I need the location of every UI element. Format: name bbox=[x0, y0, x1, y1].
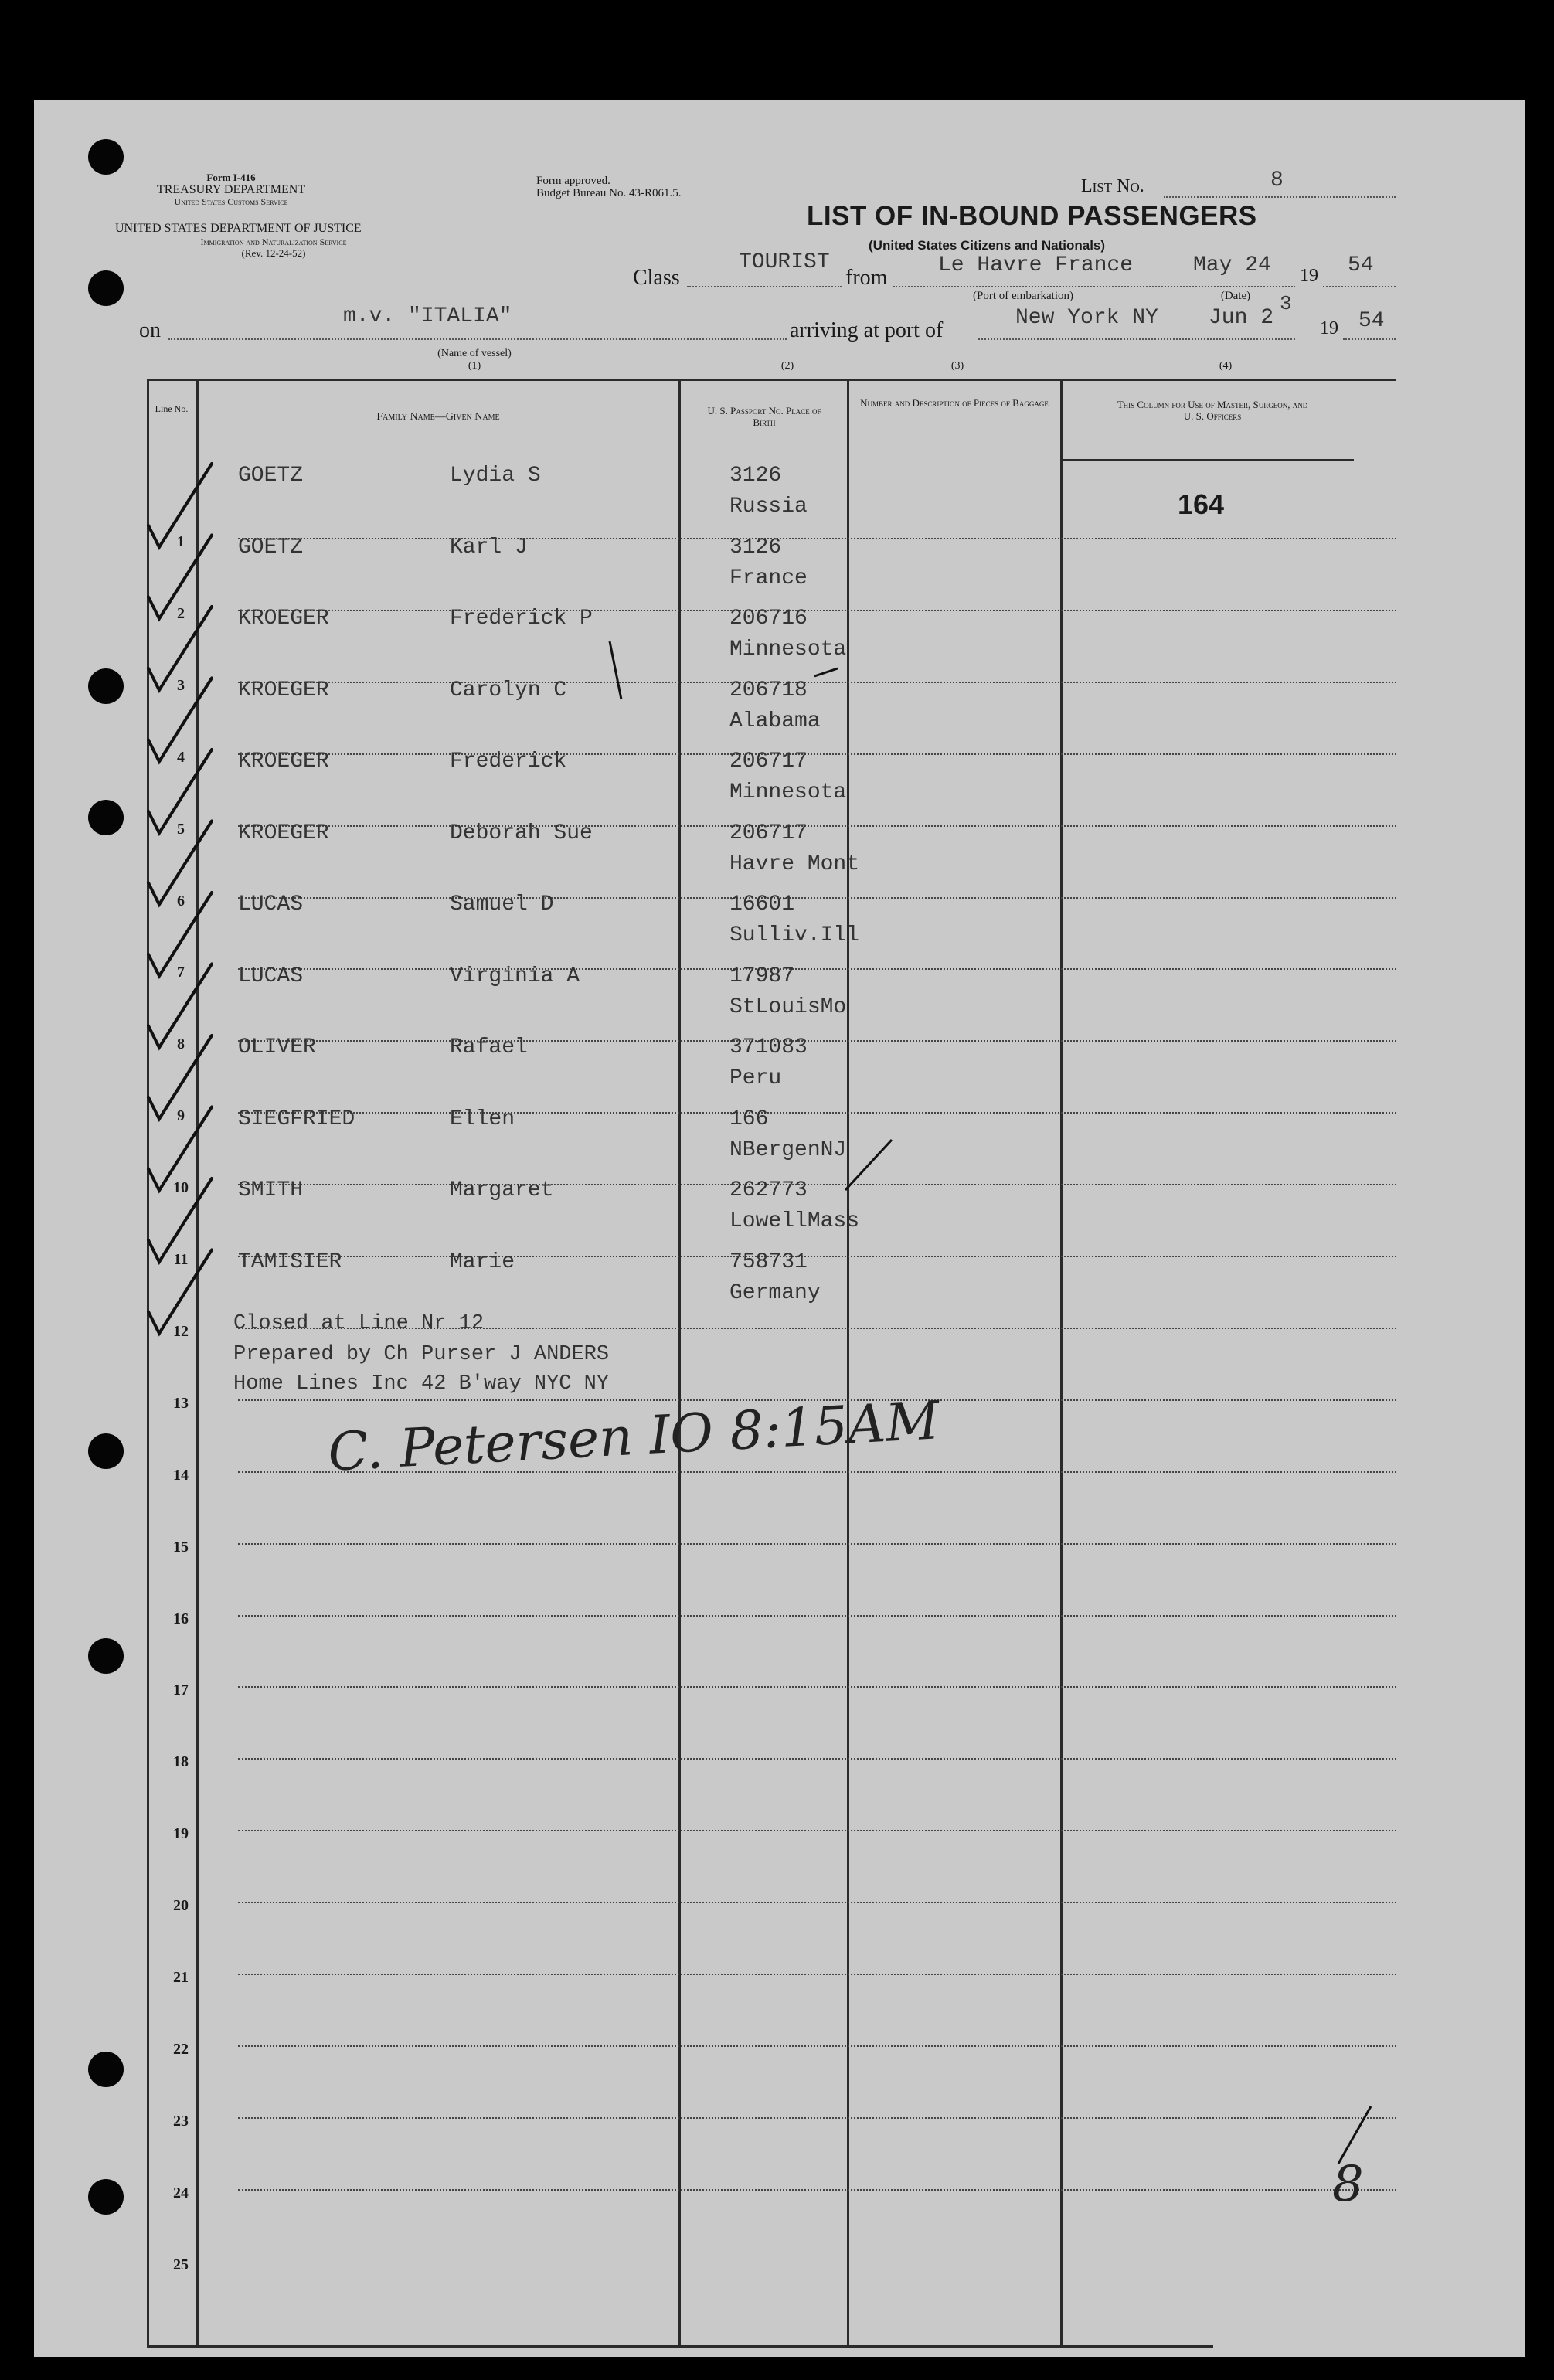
date-caption: (Date) bbox=[1220, 290, 1251, 302]
list-number-label: List No. bbox=[1081, 176, 1144, 196]
treasury-department: TREASURY DEPARTMENT bbox=[156, 183, 306, 196]
passenger-birthplace: LowellMass bbox=[729, 1209, 860, 1233]
passenger-birthplace: StLouisMo bbox=[729, 994, 847, 1019]
passenger-given-name: Frederick P bbox=[450, 607, 593, 631]
header-passport: U. S. Passport No. Place of Birth bbox=[707, 405, 821, 428]
vessel-name: m.v. "ITALIA" bbox=[343, 304, 512, 328]
correction-stroke bbox=[845, 1140, 892, 1190]
embarkation-port: Le Havre France bbox=[938, 253, 1134, 277]
passenger-passport-no: 371083 bbox=[729, 1035, 808, 1059]
line-number: 19 bbox=[173, 1825, 189, 1843]
page-subtitle: (United States Citizens and Nationals) bbox=[869, 238, 1106, 253]
passenger-passport-no: 758731 bbox=[729, 1250, 808, 1274]
passenger-family-name: KROEGER bbox=[238, 750, 329, 774]
line-number: 10 bbox=[173, 1179, 189, 1197]
passenger-passport-no: 3126 bbox=[729, 535, 782, 559]
arriving-label: arriving at port of bbox=[790, 318, 944, 342]
closing-line-1: Closed at Line Nr 12 bbox=[233, 1312, 485, 1335]
port-caption: (Port of embarkation) bbox=[973, 290, 1073, 302]
correction-stroke bbox=[610, 641, 621, 699]
closing-line-2: Prepared by Ch Purser J ANDERS bbox=[233, 1343, 610, 1366]
line-number: 17 bbox=[173, 1681, 189, 1699]
line-number: 18 bbox=[173, 1753, 189, 1771]
embarkation-year: 54 bbox=[1348, 253, 1374, 277]
passenger-given-name: Frederick bbox=[450, 750, 567, 774]
correction-stroke bbox=[814, 668, 838, 676]
passenger-passport-no: 3126 bbox=[729, 464, 782, 488]
passenger-given-name: Lydia S bbox=[450, 464, 541, 488]
class-value: TOURIST bbox=[739, 250, 830, 274]
passenger-family-name: LUCAS bbox=[238, 964, 304, 988]
line-number: 13 bbox=[173, 1394, 189, 1412]
passenger-given-name: Marie bbox=[450, 1250, 515, 1274]
line-number: 20 bbox=[173, 1897, 189, 1915]
class-label: Class bbox=[633, 266, 680, 290]
passenger-passport-no: 206717 bbox=[729, 750, 808, 774]
passenger-family-name: KROEGER bbox=[238, 821, 329, 845]
passenger-family-name: OLIVER bbox=[238, 1035, 316, 1059]
customs-service: United States Customs Service bbox=[174, 196, 288, 207]
passenger-family-name: TAMISIER bbox=[238, 1250, 342, 1274]
arrival-port: New York NY bbox=[1015, 306, 1158, 330]
passenger-passport-no: 206718 bbox=[729, 678, 808, 702]
arrival-year: 54 bbox=[1358, 309, 1385, 333]
embark-year-prefix: 19 bbox=[1300, 266, 1318, 286]
caption-2: (2) bbox=[780, 360, 794, 372]
passenger-birthplace: Sulliv.Ill bbox=[729, 923, 860, 947]
line-number: 11 bbox=[173, 1251, 189, 1268]
passenger-family-name: LUCAS bbox=[238, 892, 304, 916]
passenger-family-name: KROEGER bbox=[238, 607, 329, 631]
line-number: 9 bbox=[177, 1107, 185, 1125]
margin-mark: 8 bbox=[1332, 2156, 1364, 2213]
line-number: 23 bbox=[173, 2112, 189, 2130]
passenger-passport-no: 16601 bbox=[729, 892, 795, 916]
embarkation-date: May 24 bbox=[1193, 253, 1271, 277]
passenger-family-name: GOETZ bbox=[238, 464, 304, 488]
passenger-passport-no: 166 bbox=[729, 1107, 769, 1131]
checkmarks-overlay bbox=[34, 100, 1525, 2357]
line-number: 1 bbox=[177, 533, 185, 550]
passenger-given-name: Carolyn C bbox=[450, 678, 567, 702]
immigration-service: Immigration and Naturalization Service bbox=[200, 236, 347, 247]
passenger-birthplace: Minnesota bbox=[729, 780, 847, 804]
passenger-given-name: Margaret bbox=[450, 1178, 554, 1202]
passenger-passport-no: 206716 bbox=[729, 607, 808, 631]
line-number: 8 bbox=[177, 1035, 185, 1053]
header-officers: This Column for Use of Master, Surgeon, and U. S. Officers bbox=[1117, 399, 1308, 422]
passenger-birthplace: Russia bbox=[729, 495, 808, 518]
passenger-given-name: Ellen bbox=[450, 1107, 515, 1131]
line-number: 3 bbox=[177, 676, 185, 694]
line-number: 15 bbox=[173, 1538, 189, 1556]
checkmark bbox=[148, 464, 212, 547]
line-number: 5 bbox=[177, 820, 185, 838]
passenger-given-name: Karl J bbox=[450, 535, 528, 559]
passenger-given-name: Deborah Sue bbox=[450, 821, 593, 845]
passenger-family-name: KROEGER bbox=[238, 678, 329, 702]
line-number: 21 bbox=[173, 1969, 189, 1986]
header-name: Family Name—Given Name bbox=[376, 411, 500, 423]
passenger-birthplace: Peru bbox=[729, 1066, 782, 1090]
passenger-family-name: SIEGFRIED bbox=[238, 1107, 355, 1131]
justice-department: UNITED STATES DEPARTMENT OF JUSTICE bbox=[115, 222, 362, 235]
margin-stroke bbox=[1338, 2106, 1371, 2164]
passenger-given-name: Virginia A bbox=[450, 964, 580, 988]
manifest-sheet bbox=[34, 100, 1525, 2357]
closing-line-3: Home Lines Inc 42 B'way NYC NY bbox=[233, 1372, 610, 1396]
officer-count: 164 bbox=[1178, 488, 1225, 520]
passenger-family-name: GOETZ bbox=[238, 535, 304, 559]
line-number: 7 bbox=[177, 964, 185, 981]
line-number: 6 bbox=[177, 892, 185, 910]
passenger-given-name: Samuel D bbox=[450, 892, 554, 916]
on-label: on bbox=[139, 318, 161, 342]
passenger-birthplace: France bbox=[729, 566, 808, 590]
page-title: LIST OF IN-BOUND PASSENGERS bbox=[807, 201, 1257, 231]
line-number: 14 bbox=[173, 1466, 189, 1484]
list-number-value: 8 bbox=[1270, 168, 1284, 192]
caption-4: (4) bbox=[1219, 360, 1233, 372]
passenger-family-name: SMITH bbox=[238, 1178, 304, 1202]
line-number: 22 bbox=[173, 2040, 189, 2058]
from-label: from bbox=[845, 266, 888, 290]
vessel-caption: (Name of vessel) bbox=[437, 348, 512, 359]
inspector-signature: C. Petersen IO 8:15AM bbox=[326, 1390, 941, 1484]
line-number: 2 bbox=[177, 604, 185, 622]
passenger-passport-no: 262773 bbox=[729, 1178, 808, 1202]
line-number: 25 bbox=[173, 2256, 189, 2273]
passenger-birthplace: NBergenNJ bbox=[729, 1137, 847, 1162]
form-approved: Form approved. bbox=[536, 175, 610, 187]
line-number: 4 bbox=[177, 748, 185, 766]
passenger-passport-no: 17987 bbox=[729, 964, 795, 988]
header-baggage: Number and Description of Pieces of Baggage bbox=[860, 397, 1049, 409]
passenger-birthplace: Alabama bbox=[729, 709, 821, 733]
line-number: 16 bbox=[173, 1610, 189, 1627]
revision-date: (Rev. 12-24-52) bbox=[241, 247, 306, 259]
passenger-birthplace: Germany bbox=[729, 1280, 821, 1305]
passenger-passport-no: 206717 bbox=[729, 821, 808, 845]
form-number: Form I-416 bbox=[206, 172, 256, 183]
passenger-given-name: Rafael bbox=[450, 1035, 528, 1059]
arrival-date: Jun 2 bbox=[1209, 306, 1274, 330]
budget-bureau-number: Budget Bureau No. 43-R061.5. bbox=[536, 187, 682, 199]
arrival-date-correction: 3 bbox=[1280, 292, 1292, 315]
line-number: 12 bbox=[173, 1322, 189, 1340]
header-line-no: Line No. bbox=[155, 403, 189, 414]
passenger-birthplace: Havre Mont bbox=[729, 852, 860, 876]
caption-3: (3) bbox=[950, 360, 964, 372]
arrival-year-prefix: 19 bbox=[1320, 318, 1338, 338]
passenger-birthplace: Minnesota bbox=[729, 638, 847, 661]
line-number: 24 bbox=[173, 2184, 189, 2202]
caption-1: (1) bbox=[468, 360, 481, 372]
